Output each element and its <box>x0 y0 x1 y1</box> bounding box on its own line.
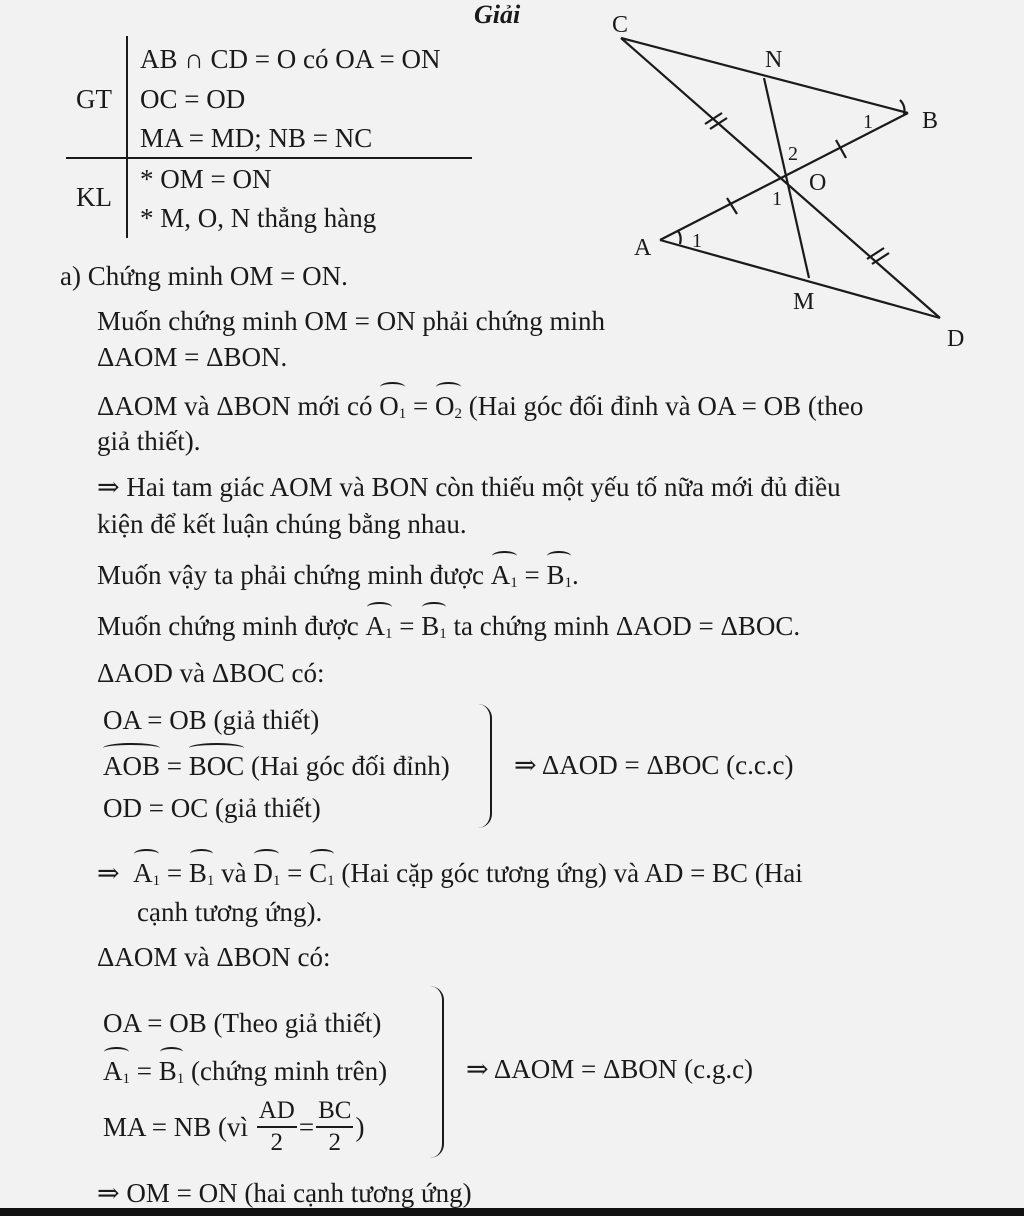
table-vertical-rule <box>126 36 128 238</box>
paragraph-5: Muốn chứng minh được $A_1 = B_1$ ta chứng minh ΔAOD = ΔBOC. <box>97 611 801 642</box>
angle-b1: $B_1$ <box>421 611 447 642</box>
paragraph-7-line-2: cạnh tương ứng). <box>137 897 323 927</box>
fraction-ad-2: $\frac{AD}{2}$ <box>258 1097 295 1156</box>
angle-b1: $B_1$ <box>188 858 215 889</box>
system2-line-2: $A_1 = B_1$ (chứng minh trên) <box>103 1056 388 1087</box>
part-a-heading: a) Chứng minh OM = ON. <box>60 261 348 291</box>
point-label-o: O <box>809 170 827 196</box>
system1-line-2: AOB = BOC (Hai góc đối đỉnh) <box>103 751 450 781</box>
conclusion-line-2: * M, O, N thẳng hàng <box>140 203 377 233</box>
paragraph-8: ΔAOM và ΔBON có: <box>97 942 331 972</box>
angle-label-o1: 1 <box>772 188 782 210</box>
point-label-m: M <box>793 289 815 315</box>
angle-a1: $A_1$ <box>133 858 161 889</box>
final-conclusion: ⇒ OM = ON (hai cạnh tương ứng) <box>97 1178 472 1208</box>
paragraph-4: Muốn vậy ta phải chứng minh được $A_1 = B_1$. <box>97 560 579 591</box>
system1-line-1: OA = OB (giả thiết) <box>103 705 320 735</box>
given-line-3: MA = MD; NB = NC <box>140 123 373 153</box>
angle-label-b1: 1 <box>863 111 873 133</box>
angle-arc-b <box>900 100 905 115</box>
angle-label-o2: 2 <box>788 143 798 165</box>
paragraph-7-line-1: ⇒ $A_1 = B_1$ và $D_1 = C_1$ (Hai cặp góc tương ứng) và AD = BC (Hai <box>97 858 803 889</box>
bottom-edge-bar <box>0 1208 1024 1216</box>
system2-line-3: MA = NB (vì $\frac{AD}{2}$ = $\frac{BC}{2}$ ) <box>103 1097 365 1156</box>
angle-arc-a <box>678 231 681 244</box>
table-horizontal-rule <box>66 157 472 159</box>
point-label-d: D <box>947 326 965 352</box>
angle-aob: AOB <box>103 751 161 781</box>
paragraph-3-line-2: kiện để kết luận chúng bằng nhau. <box>97 509 467 539</box>
paragraph-2-line-1: ΔAOM và ΔBON mới có $O_1 = O_2$ (Hai góc đối đỉnh và OA = OB (theo <box>97 391 864 422</box>
system2-line-1: OA = OB (Theo giả thiết) <box>103 1008 382 1038</box>
angle-d1: $D_1$ <box>253 858 281 889</box>
geometry-figure <box>600 0 1020 360</box>
system2-result: ⇒ ΔAOM = ΔBON (c.g.c) <box>466 1054 754 1084</box>
given-label: GT <box>76 84 112 114</box>
conclusion-label: KL <box>76 182 112 212</box>
point-label-c: C <box>612 12 629 38</box>
angle-c1: $C_1$ <box>309 858 335 889</box>
system2-brace <box>428 986 444 1158</box>
paragraph-1-line-2: ΔAOM = ΔBON. <box>97 342 288 372</box>
given-line-2: OC = OD <box>140 84 246 114</box>
solution-title: Giải <box>474 0 521 29</box>
angle-o2: $O_2$ <box>434 391 462 422</box>
angle-boc: BOC <box>188 751 245 781</box>
paragraph-3-line-1: ⇒ Hai tam giác AOM và BON còn thiếu một yếu tố nữa mới đủ điều <box>97 472 841 502</box>
fraction-bc-2: $\frac{BC}{2}$ <box>318 1097 352 1156</box>
given-line-1: AB ∩ CD = O có OA = ON <box>140 44 441 74</box>
angle-a1: $A_1$ <box>103 1056 130 1087</box>
paragraph-2-line-2: giả thiết). <box>97 426 201 456</box>
angle-b1: $B_1$ <box>546 560 572 591</box>
point-label-a: A <box>634 235 652 261</box>
angle-a1: $A_1$ <box>365 611 393 642</box>
paragraph-6: ΔAOD và ΔBOC có: <box>97 658 325 688</box>
angle-a1: $A_1$ <box>490 560 518 591</box>
point-label-b: B <box>922 108 939 134</box>
system1-result: ⇒ ΔAOD = ΔBOC (c.c.c) <box>514 750 794 780</box>
system1-brace <box>476 704 492 828</box>
angle-o1: $O_1$ <box>379 391 407 422</box>
conclusion-line-1: * OM = ON <box>140 164 272 194</box>
segment-nm <box>764 78 809 278</box>
angle-label-a1: 1 <box>692 230 702 252</box>
point-label-n: N <box>765 47 783 73</box>
system1-line-3: OD = OC (giả thiết) <box>103 793 321 823</box>
paragraph-1-line-1: Muốn chứng minh OM = ON phải chứng minh <box>97 306 605 336</box>
angle-b1: $B_1$ <box>158 1056 185 1087</box>
